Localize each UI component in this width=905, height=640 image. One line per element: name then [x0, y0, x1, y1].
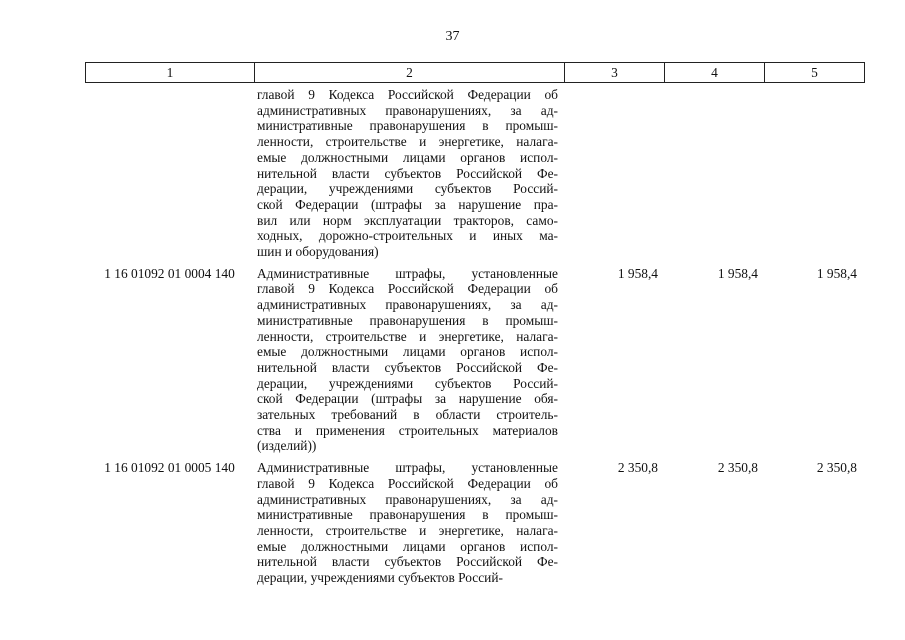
description-line: емые должностными лицами органов испол- [257, 538, 558, 554]
description-line: дерации, учреждениями субъектов Россий- [257, 570, 503, 586]
table-body [85, 87, 865, 586]
amount-col-4: 1 958,4 [717, 265, 758, 281]
header-col-1: 1 [86, 63, 255, 82]
header-col-4: 4 [665, 63, 765, 82]
description-line: вил или норм эксплуатации тракторов, само- [257, 212, 558, 228]
amount-col-4 [664, 87, 764, 260]
description-line: Административные штрафы, установленные [257, 265, 558, 281]
amount-col-3: 2 350,8 [617, 460, 658, 476]
amount-col-5: 1 958,4 [816, 265, 857, 281]
header-col-3: 3 [565, 63, 665, 82]
description-cell [254, 87, 564, 260]
description-line: емые должностными лицами органов испол- [257, 149, 558, 165]
description-line: дерации, учреждениями субъектов Россий- [257, 181, 558, 197]
description-line: зательных требований в области строитель- [257, 407, 558, 423]
description-line: административных правонарушениях, за ад- [257, 491, 558, 507]
description-line: министративные правонарушения в промыш- [257, 312, 558, 328]
description-line: министративные правонарушения в промыш- [257, 118, 558, 134]
description-line: шин и оборудования) [257, 244, 379, 260]
description-line: нительной власти субъектов Российской Фе- [257, 359, 558, 375]
budget-code-cell: 1 16 01092 01 0005 140 [104, 460, 235, 476]
budget-code-cell [85, 87, 254, 260]
description-line: нительной власти субъектов Российской Фе- [257, 165, 558, 181]
description-line: ленности, строительстве и энергетике, налага- [257, 328, 558, 344]
table-header [85, 62, 865, 83]
table-row [85, 460, 865, 586]
header-col-2: 2 [255, 63, 565, 82]
page-number: 37 [445, 29, 460, 44]
amount-col-5: 2 350,8 [816, 460, 857, 476]
description-line: емые должностными лицами органов испол- [257, 344, 558, 360]
description-line: ской Федерации (штрафы за нарушение обя- [257, 391, 558, 407]
description-line: дерации, учреждениями субъектов Россий- [257, 375, 558, 391]
table-row [85, 87, 865, 260]
description-cell [254, 460, 564, 586]
description-line: нительной власти субъектов Российской Фе- [257, 554, 558, 570]
table-row [85, 266, 865, 454]
description-line: ходных, дорожно-строительных и иных ма- [257, 228, 558, 244]
description-line: административных правонарушениях, за ад- [257, 297, 558, 313]
description-line: главой 9 Кодекса Российской Федерации об [257, 475, 558, 491]
amount-col-3: 1 958,4 [617, 265, 658, 281]
description-line: министративные правонарушения в промыш- [257, 507, 558, 523]
description-line: ленности, строительстве и энергетике, налага- [257, 522, 558, 538]
description-line: ленности, строительстве и энергетике, налага- [257, 134, 558, 150]
description-cell [254, 266, 564, 454]
description-line: главой 9 Кодекса Российской Федерации об [257, 87, 558, 102]
description-line: (изделий)) [257, 438, 317, 454]
description-line: ской Федерации (штрафы за нарушение пра- [257, 196, 558, 212]
description-line: Административные штрафы, установленные [257, 460, 558, 476]
amount-col-3 [564, 87, 664, 260]
description-line: административных правонарушениях, за ад- [257, 102, 558, 118]
description-line: ства и применения строительных материалов [257, 422, 558, 438]
budget-code-cell: 1 16 01092 01 0004 140 [104, 265, 235, 281]
amount-col-4: 2 350,8 [717, 460, 758, 476]
amount-col-5 [764, 87, 863, 260]
description-line: главой 9 Кодекса Российской Федерации об [257, 281, 558, 297]
header-col-5: 5 [811, 65, 818, 80]
